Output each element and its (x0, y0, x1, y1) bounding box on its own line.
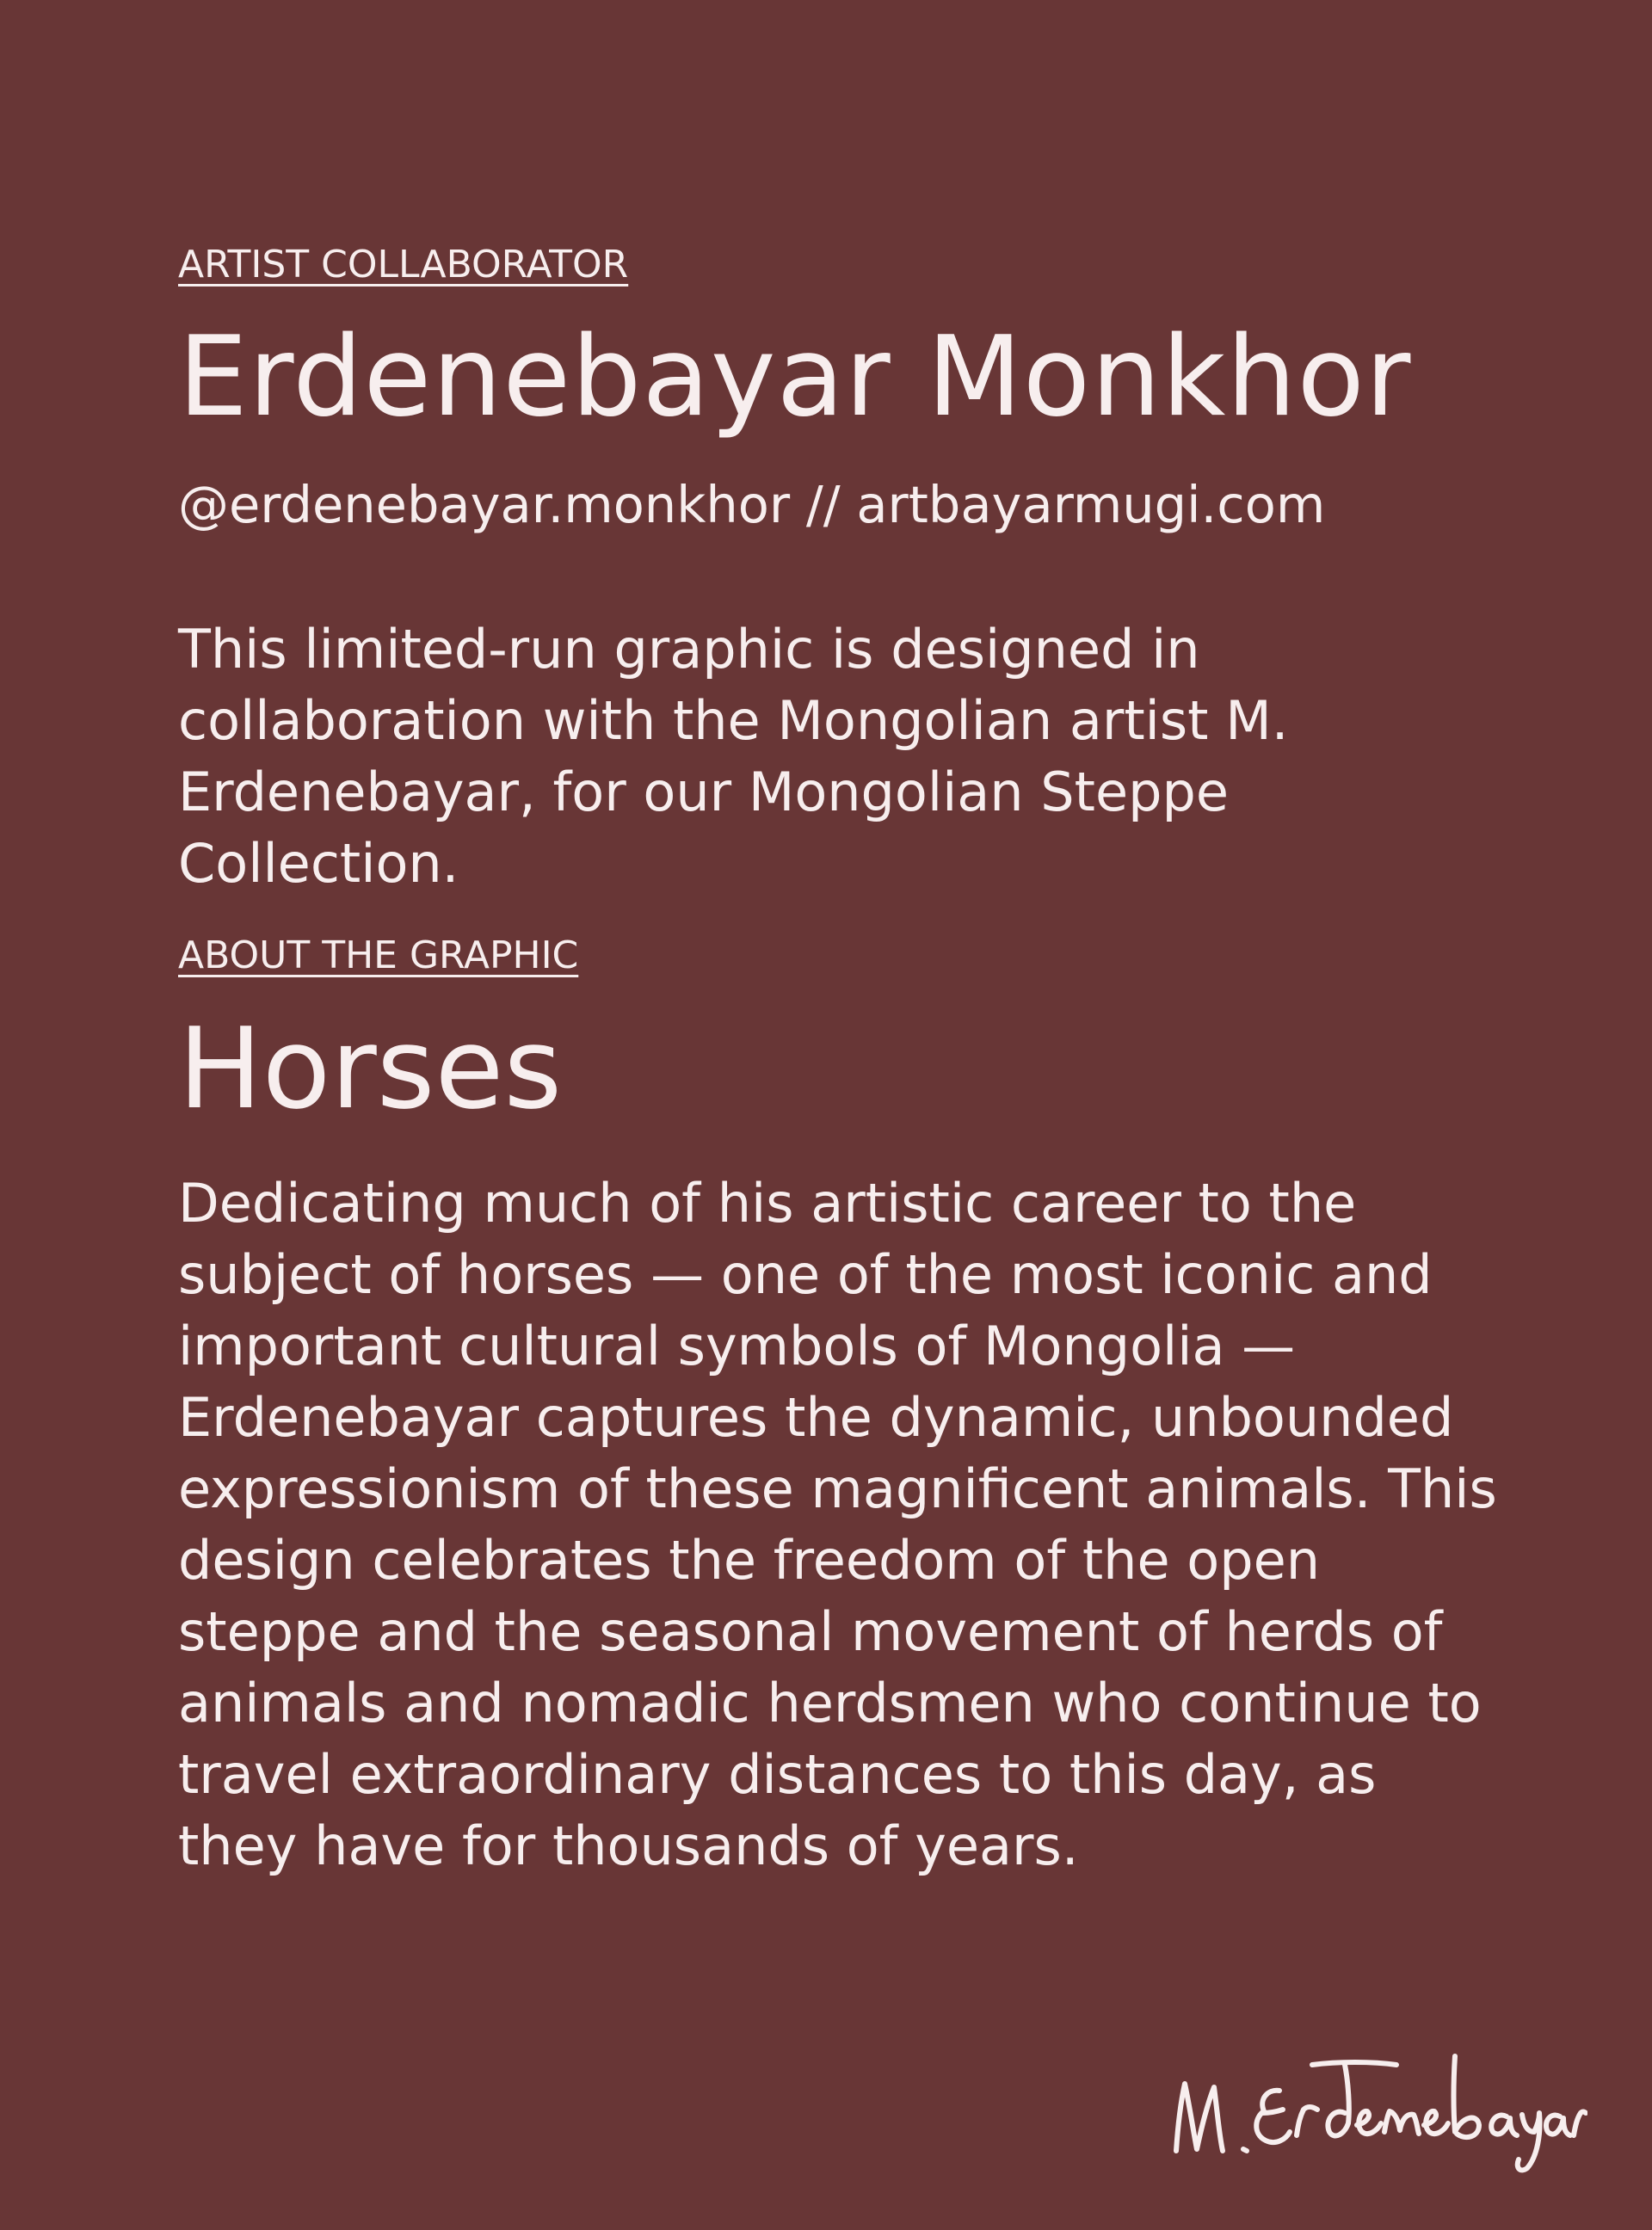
graphic-description: Dedicating much of his artistic career to the subject of horses — one of the most iconic and important cultural symbols of Mongolia — Erdenebayar captures the dynamic, unbounded expressionism of these magnificent animals. This design celebrates the freedom of the open steppe and the seasonal movement of herds of animals and nomadic herdsmen who continue to travel extraordinary distances to this day, as they have for thousands of years. (178, 1172, 1497, 1878)
graphic-title: Horses (178, 1002, 563, 1134)
artist-name: Erdenebayar Monkhor (178, 312, 1412, 441)
collaboration-intro: This limited-run graphic is designed in collaboration with the Mongolian artist M. Erdenebayar, for our Mongolian Steppe Collection. (178, 617, 1289, 895)
artist-section-label (178, 243, 1503, 288)
artist-signature (1166, 2030, 1587, 2177)
artist-handle-and-website: @erdenebayar.monkhor // artbayarmugi.com (178, 474, 1326, 534)
artist-collaborator-eyebrow: ARTIST COLLABORATOR (178, 243, 629, 286)
about-graphic-eyebrow: ABOUT THE GRAPHIC (178, 933, 579, 977)
collaborator-panel (178, 243, 1503, 1882)
graphic-section-label (178, 933, 1503, 979)
